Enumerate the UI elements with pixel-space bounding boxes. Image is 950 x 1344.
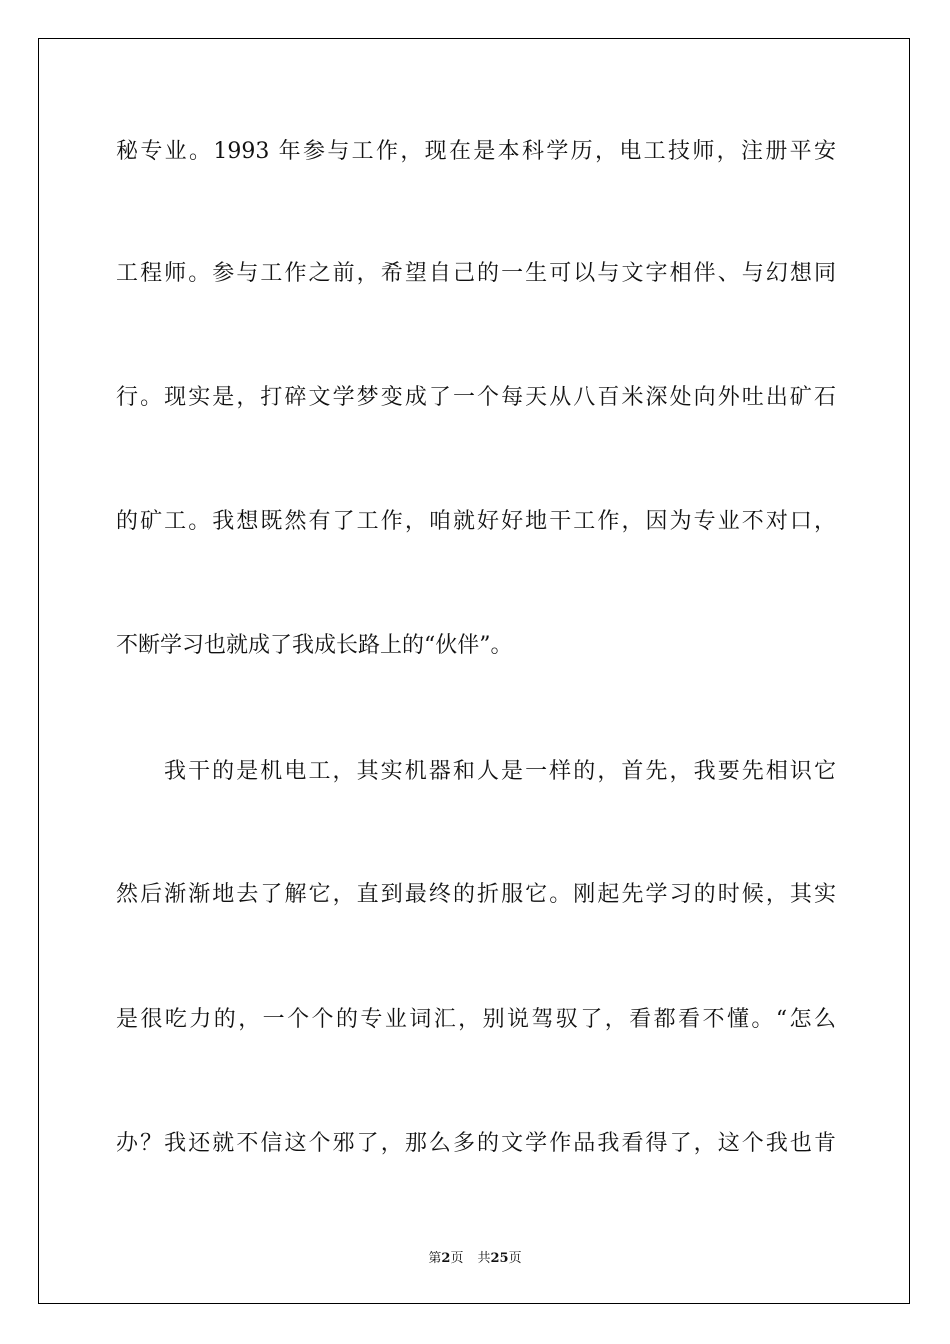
total-pages: 25 [490,1251,509,1266]
total-suffix: 页 [508,1251,522,1266]
body-line-1: 秘专业。1993 年参与工作，现在是本科学历，电工技师，注册平安 [116,139,836,164]
page-number: 2 [441,1251,451,1266]
page-footer [0,1247,950,1266]
body-line-9: 办？我还就不信这个邪了，那么多的文学作品我看得了，这个我也肯 [116,1131,836,1156]
body-line-7: 然后渐渐地去了解它，直到最终的折服它。刚起先学习的时候，其实 [116,882,836,907]
page-suffix: 页 [450,1251,464,1266]
page-border [38,38,910,1304]
body-line-2: 工程师。参与工作之前，希望自己的一生可以与文字相伴、与幻想同 [116,261,836,286]
body-line-5: 不断学习也就成了我成长路上的“伙伴”。 [116,633,513,658]
body-line-4: 的矿工。我想既然有了工作，咱就好好地干工作，因为专业不对口， [116,509,836,534]
body-line-8: 是很吃力的，一个个的专业词汇，别说驾驭了，看都看不懂。“怎么 [116,1007,836,1032]
body-line-3: 行。现实是，打碎文学梦变成了一个每天从八百米深处向外吐出矿石 [116,385,836,410]
page-prefix: 第 [428,1251,442,1266]
total-prefix: 共 [477,1251,491,1266]
body-line-6: 我干的是机电工，其实机器和人是一样的，首先，我要先相识它 [164,759,836,784]
